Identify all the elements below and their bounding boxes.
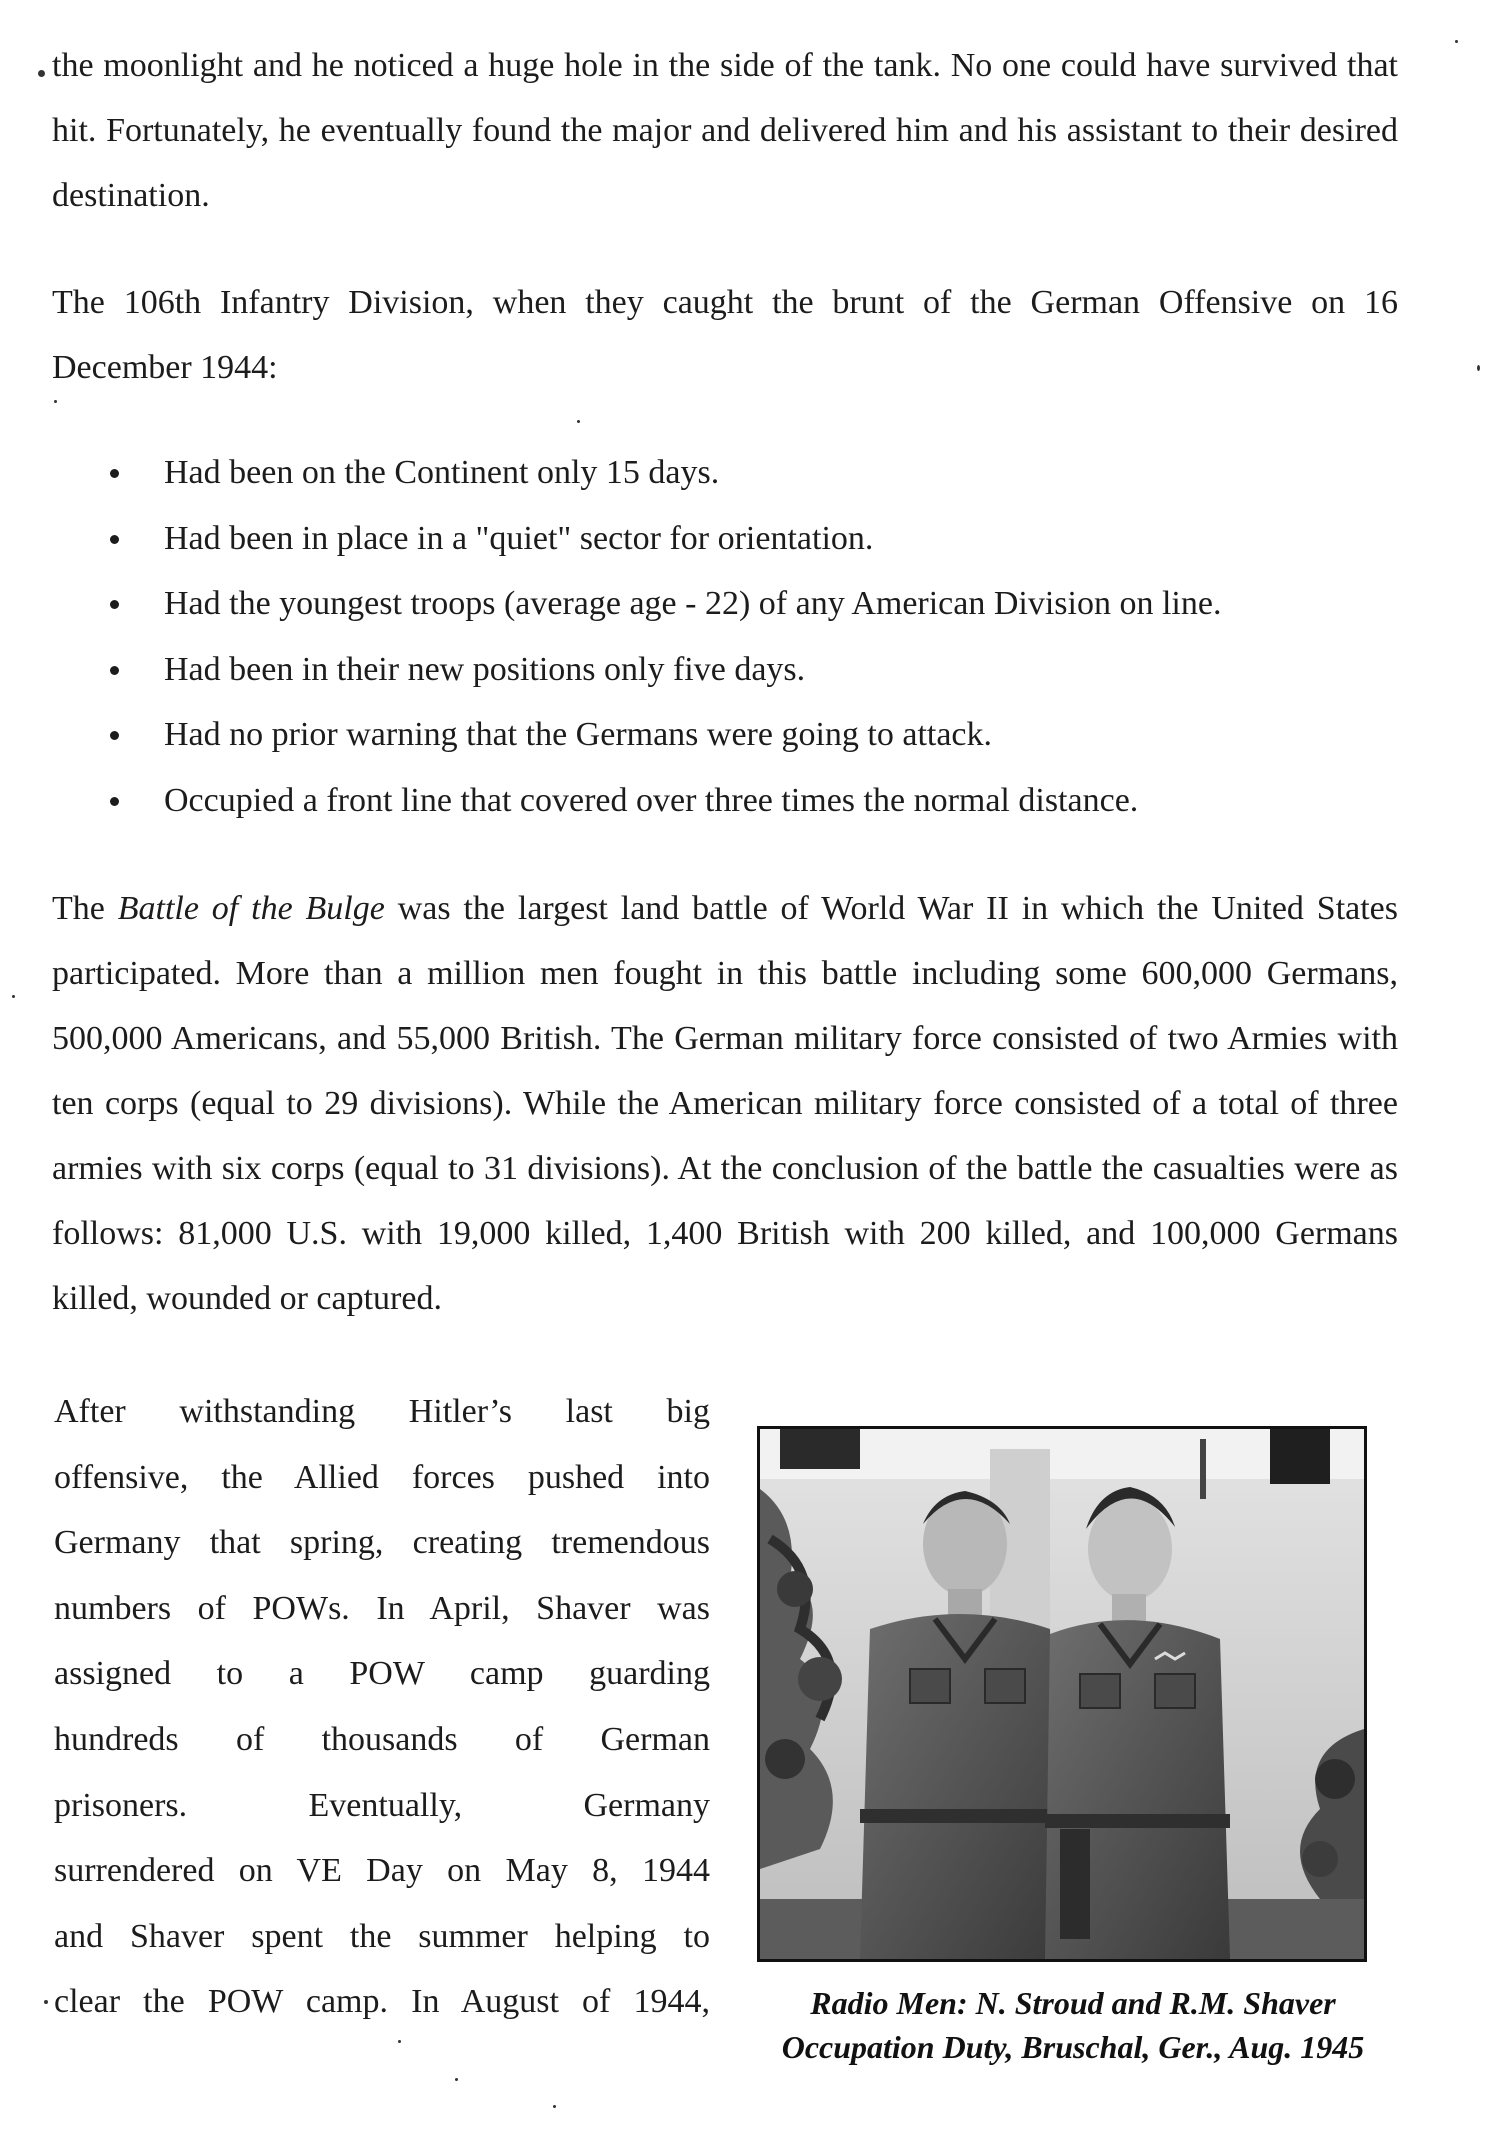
bullet-dot-icon: [110, 600, 119, 609]
text-line: assigned to a POW camp guarding: [54, 1655, 710, 1693]
photo-caption: [720, 1981, 1426, 2069]
photo-image: [760, 1429, 1364, 1959]
bullet-text: Occupied a front line that covered over three times the normal distance.: [164, 781, 1139, 819]
bullet-item: [100, 768, 1400, 834]
bullet-text: Had been on the Continent only 15 days.: [164, 454, 720, 491]
paragraph-text-rest: was the largest land battle of World War II in which the United States participated. More than a million men fought in this battle including some 600,000 Germans, 500,000 Americans, and 55,000 British. The German military force consisted of two Armies with ten corps (equal to 29 divisions). While the American military force consisted of a total of three armies with six corps (equal to 31 divisions). At the conclusion of the battle the casualties were as follows: 81,000 U.S. with 19,000 killed, 1,400 British with 200 killed, and 100,000 Germans killed, wounded or captured.: [52, 890, 1398, 1317]
scan-speck: [455, 2078, 458, 2081]
text-line: prisoners. Eventually, Germany: [54, 1786, 710, 1824]
bullet-dot-icon: [110, 666, 119, 675]
bullet-dot-icon: [110, 797, 119, 806]
caption-line: Radio Men: N. Stroud and R.M. Shaver: [810, 1985, 1336, 2021]
scan-speck: [1455, 40, 1458, 43]
text-line: surrendered on VE Day on May 8, 1944: [54, 1852, 710, 1890]
paragraph-moonlight: the moonlight and he noticed a huge hole in the side of the tank. No one could have survived that hit. Fortunately, he eventually found the major and delivered him and his assistant to their desired destination.: [52, 47, 1398, 214]
bullet-text: Had no prior warning that the Germans were going to attack.: [164, 716, 993, 753]
scan-speck: [38, 70, 45, 77]
bullet-text: Had the youngest troops (average age - 22) of any American Division on line.: [164, 585, 1222, 622]
caption-line: Occupation Duty, Bruschal, Ger., Aug. 1945: [781, 2029, 1365, 2065]
text-line: numbers of POWs. In April, Shaver was: [54, 1589, 710, 1627]
bullet-text: Had been in place in a "quiet" sector for orientation.: [164, 519, 874, 557]
scan-speck: [398, 2040, 401, 2043]
battle-name-emphasis: Battle of the Bulge: [117, 890, 385, 927]
bullet-item: [100, 506, 1400, 572]
text-line: and Shaver spent the summer helping to: [54, 1917, 710, 1955]
bullet-dot-icon: [110, 469, 119, 478]
scan-speck: [553, 2105, 556, 2108]
bullet-text: Had been in their new positions only five days.: [164, 650, 806, 688]
scan-speck: [1477, 365, 1480, 371]
text-line: clear the POW camp. In August of 1944,: [54, 1983, 710, 2021]
bullet-item: [100, 637, 1400, 703]
paragraph-after-offensive: [54, 1379, 710, 2035]
text-line: hundreds of thousands of German: [54, 1720, 710, 1758]
scan-speck: [44, 2000, 48, 2004]
text-line: Germany that spring, creating tremendous: [54, 1524, 710, 1562]
bullet-list: [100, 440, 1400, 833]
photo-two-soldiers: [757, 1426, 1367, 1962]
paragraph-text-start: The: [52, 890, 118, 927]
scan-speck: [577, 420, 580, 423]
bullet-item: [100, 440, 1400, 506]
bullet-dot-icon: [110, 731, 119, 740]
paragraph-106th-division: The 106th Infantry Division, when they caught the brunt of the German Offensive on 16 December 1944:: [52, 284, 1398, 386]
paragraph-battle-of-the-bulge: [52, 876, 1398, 1331]
bullet-item: [100, 702, 1400, 768]
scan-speck: [54, 400, 57, 403]
text-line: After withstanding Hitler’s last big: [54, 1393, 710, 1430]
bullet-dot-icon: [110, 535, 119, 544]
scan-speck: [12, 995, 15, 998]
text-line: offensive, the Allied forces pushed into: [54, 1458, 710, 1496]
bullet-item: [100, 571, 1400, 637]
